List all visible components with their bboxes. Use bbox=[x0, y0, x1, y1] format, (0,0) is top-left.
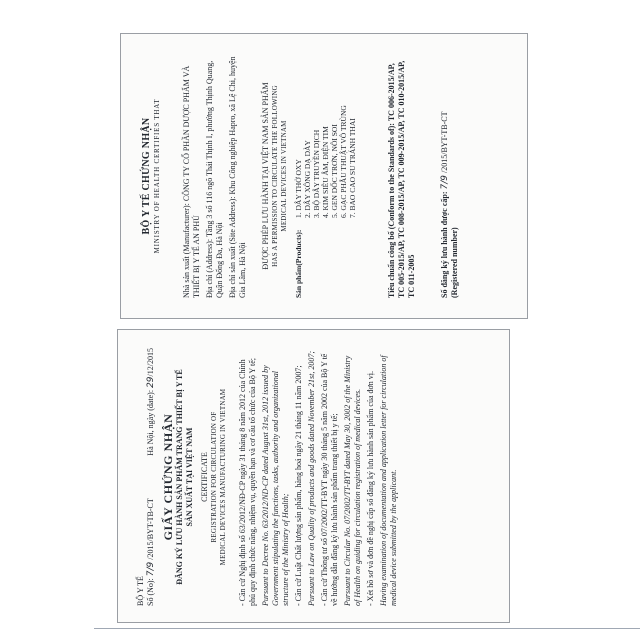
certificate-front-page bbox=[117, 329, 510, 623]
number-value: /2015/BYT-TB-CT bbox=[146, 498, 155, 560]
legal-basis-1: - Căn cứ Nghị định số 63/2012/NĐ-CP ngày 31 tháng 8 năm 2012 của Chính phủ quy định chức năng, nhiệm vụ, quyền hạn và cơ cấu tổ chức của Bộ Y tế; bbox=[238, 357, 257, 606]
certificate-back-page bbox=[120, 33, 528, 319]
products-label: Sản phẩm(Products): bbox=[294, 229, 303, 298]
date-month: /12 bbox=[146, 366, 155, 377]
product-item: 5. GEN DỐC TRƠN, NÔI SOI bbox=[330, 124, 339, 218]
legal-basis-2-en: Pursuant to Law on Quality of products and goods dated November 21st, 2007; bbox=[307, 350, 316, 606]
number-label: Số (No): bbox=[146, 578, 155, 606]
product-item: 7. BAO CAO SU TRÁNH THAI bbox=[348, 118, 357, 218]
place-date-label: Hà Nội, ngày (date): bbox=[146, 389, 155, 456]
registration-signature: 7/9 bbox=[440, 175, 450, 190]
product-item: 3. BỘ DÂY TRUYỀN DỊCH bbox=[312, 129, 321, 218]
product-item: 4. KIM SIÊU ÂM, ĐIỆN TIM bbox=[321, 126, 330, 218]
number-date-row bbox=[146, 348, 156, 606]
permission-en-1: HAS A PERMISSION TO CIRCULATE THE FOLLOWING bbox=[271, 85, 279, 267]
address: Địa chỉ (Address): Tầng 3 số 116 ngõ Thái Thịnh I, phường Thịnh Quang, Quận Đống Đa, Hà Nội bbox=[205, 60, 224, 298]
registration-en: (Registered number) bbox=[450, 227, 459, 298]
header-row bbox=[136, 348, 146, 606]
product-item: 2. DÂY XÔNG DẠ DÀY bbox=[303, 140, 312, 218]
subtitle-2: SẢN XUẤT TẠI VIỆT NAM bbox=[185, 427, 194, 527]
permission-en-2: MEDICAL DEVICES IN VIETNAM bbox=[280, 120, 288, 232]
legal-basis-4-en: Having examination of documentation and application letter for circulation of medical device submitted by the applicant. bbox=[379, 355, 398, 606]
registration-line bbox=[440, 54, 450, 298]
legal-basis-4: - Xét hồ sơ và đơn đề nghị cấp số đăng ký lưu hành sản phẩm của đơn vị. bbox=[366, 371, 375, 606]
ministry: BỘ Y TẾ bbox=[136, 576, 145, 606]
title: GIẤY CHỨNG NHẬN bbox=[161, 413, 175, 541]
manufacturer: Nhà sản xuất (Manufacturer): CÔNG TY CỔ PHẦN DƯỢC PHẨM VÀ THIẾT BỊ Y TẾ AN PHÚ bbox=[182, 65, 201, 298]
standards: Tiêu chuẩn công bố (Conform to the Standards of): TC 006-2015/AP, TC 005-2015/AP, TC 008-2015/AP, TC 009-2015/AP, TC 010-2015/AP, TC 011-2005 bbox=[387, 60, 416, 298]
legal-basis-3: - Căn cứ Thông tư số 07/2002/TT-BYT ngày 30 tháng 5 năm 2002 của Bộ Y tế về hướng dẫn đăng ký lưu hành sản phẩm trang thiết bị y tế; bbox=[320, 353, 339, 606]
header-en: MINISTRY OF HEALTH CERTIFIES THAT bbox=[153, 98, 161, 254]
product-item: 6. GẠC PHẪU THUẬT VÔ TRÙNG bbox=[339, 105, 348, 218]
permission: ĐƯỢC PHÉP LƯU HÀNH TẠI VIỆT NAM SẢN PHẨM bbox=[261, 82, 270, 270]
title-en: CERTIFICATE bbox=[200, 452, 209, 502]
date-signature: 29 bbox=[146, 376, 156, 388]
products-list bbox=[294, 54, 357, 298]
date-year: /2015 bbox=[146, 348, 155, 367]
subtitle-1: ĐĂNG KÝ LƯU HÀNH SẢN PHẨM TRANG THIẾT BỊ Y TẾ bbox=[175, 369, 184, 585]
page-edge-divider bbox=[94, 628, 640, 629]
title-en-2: REGISTRATION FOR CIRCULATION OF bbox=[210, 411, 218, 543]
legal-basis-1-en: Pursuant to Decree No. 63/2012/ND-CP dated August 31st, 2012 issued by Government stipulating the functions, tasks, authority and organizational structure of the Ministry of Health; bbox=[261, 365, 290, 606]
registration-label: Số đăng ký lưu hành được cấp: bbox=[440, 191, 449, 298]
document-number bbox=[146, 498, 156, 606]
product-item: 1. DÂY THỞ OXY bbox=[294, 159, 303, 218]
header: BỘ Y TẾ CHỨNG NHẬN bbox=[141, 117, 152, 235]
site-address: Địa chỉ sản xuất (Site Address): Khu Công nghiệp Hapro, xã Lệ Chi, huyện Gia Lâm, Hà Nội bbox=[228, 56, 247, 298]
number-signature: 7/9 bbox=[146, 561, 156, 577]
registration-number: /2015/BYT-TB-CT bbox=[440, 111, 449, 173]
place-date bbox=[146, 348, 156, 456]
legal-basis-3-en: Pursuant to Circular No. 07/2002/TT-BYT dated May 30, 2002 of the Ministry of Health on guiding for circulation registration of medical devices. bbox=[343, 355, 362, 606]
legal-basis-2: - Căn cứ Luật Chất lượng sản phẩm, hàng hoá ngày 21 tháng 11 năm 2007; bbox=[294, 365, 303, 606]
title-en-3: MEDICAL DEVICES MANUFACTURING IN VIETNAM bbox=[219, 388, 227, 566]
